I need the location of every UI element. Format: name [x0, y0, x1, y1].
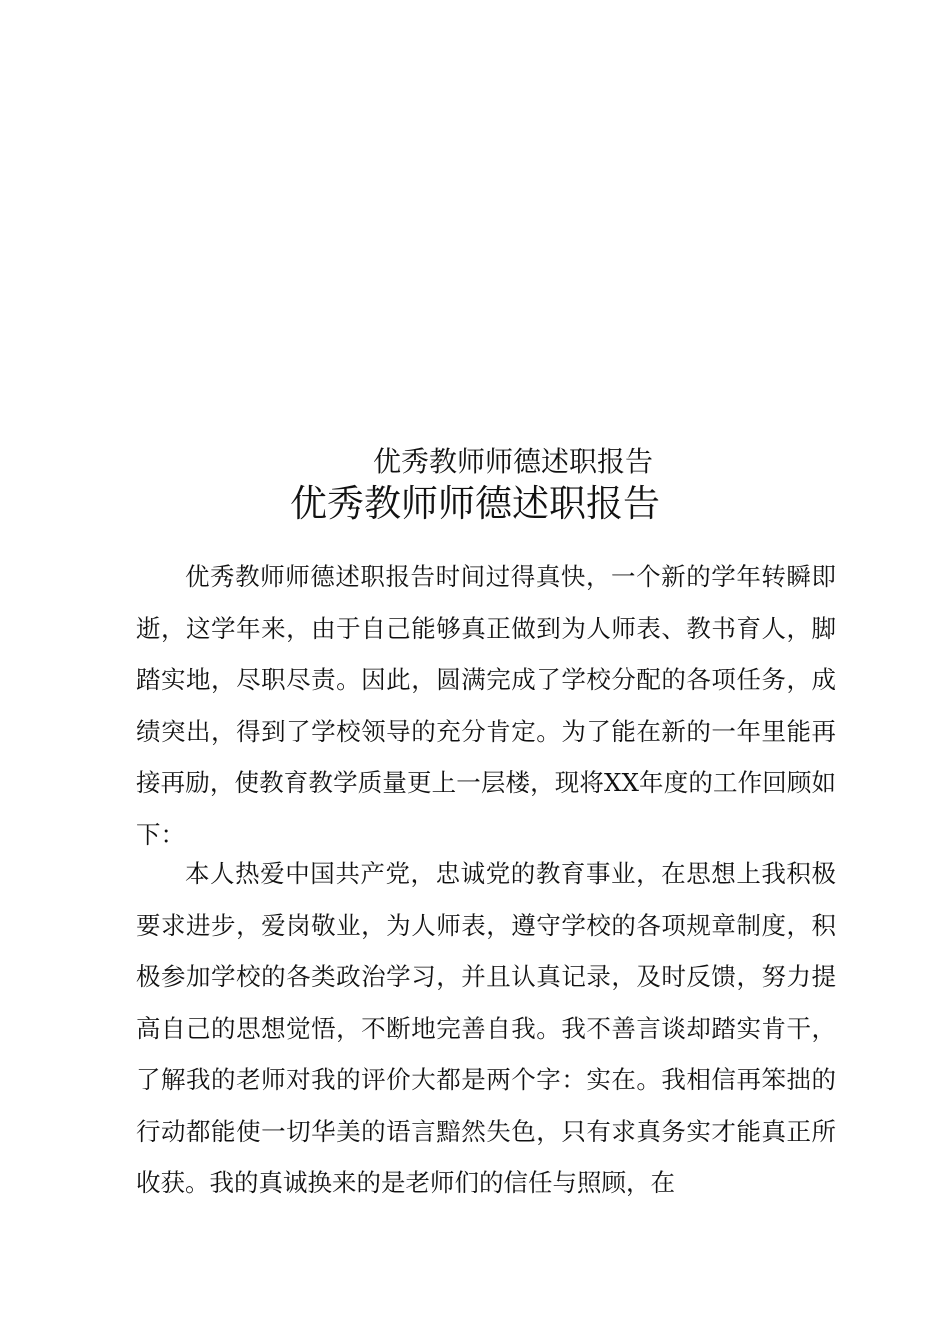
body-paragraph-1: 优秀教师师德述职报告时间过得真快，一个新的学年转瞬即逝，这学年来，由于自己能够真正做到为人师表、教书育人，脚踏实地，尽职尽责。因此，圆满完成了学校分配的各项任务，成绩突出，得到了学校领导的充分肯定。为了能在新的一年里能再接再励，使教育教学质量更上一层楼，现将XX年度的工作回顾如下： [136, 562, 836, 849]
body-paragraph-2: 本人热爱中国共产党，忠诚党的教育事业，在思想上我积极要求进步，爱岗敬业，为人师表，遵守学校的各项规章制度，积极参加学校的各类政治学习，并且认真记录，及时反馈，努力提高自己的思想觉悟，不断地完善自我。我不善言谈却踏实肯干，了解我的老师对我的评价大都是两个字：实在。我相信再笨拙的行动都能使一切华美的语言黯然失色，只有求真务实才能真正所收获。我的真诚换来的是老师们的信任与照顾，在 [136, 859, 836, 1197]
document-subtitle: 优秀教师师德述职报告 [372, 445, 653, 478]
document-title: 优秀教师师德述职报告 [290, 482, 660, 525]
